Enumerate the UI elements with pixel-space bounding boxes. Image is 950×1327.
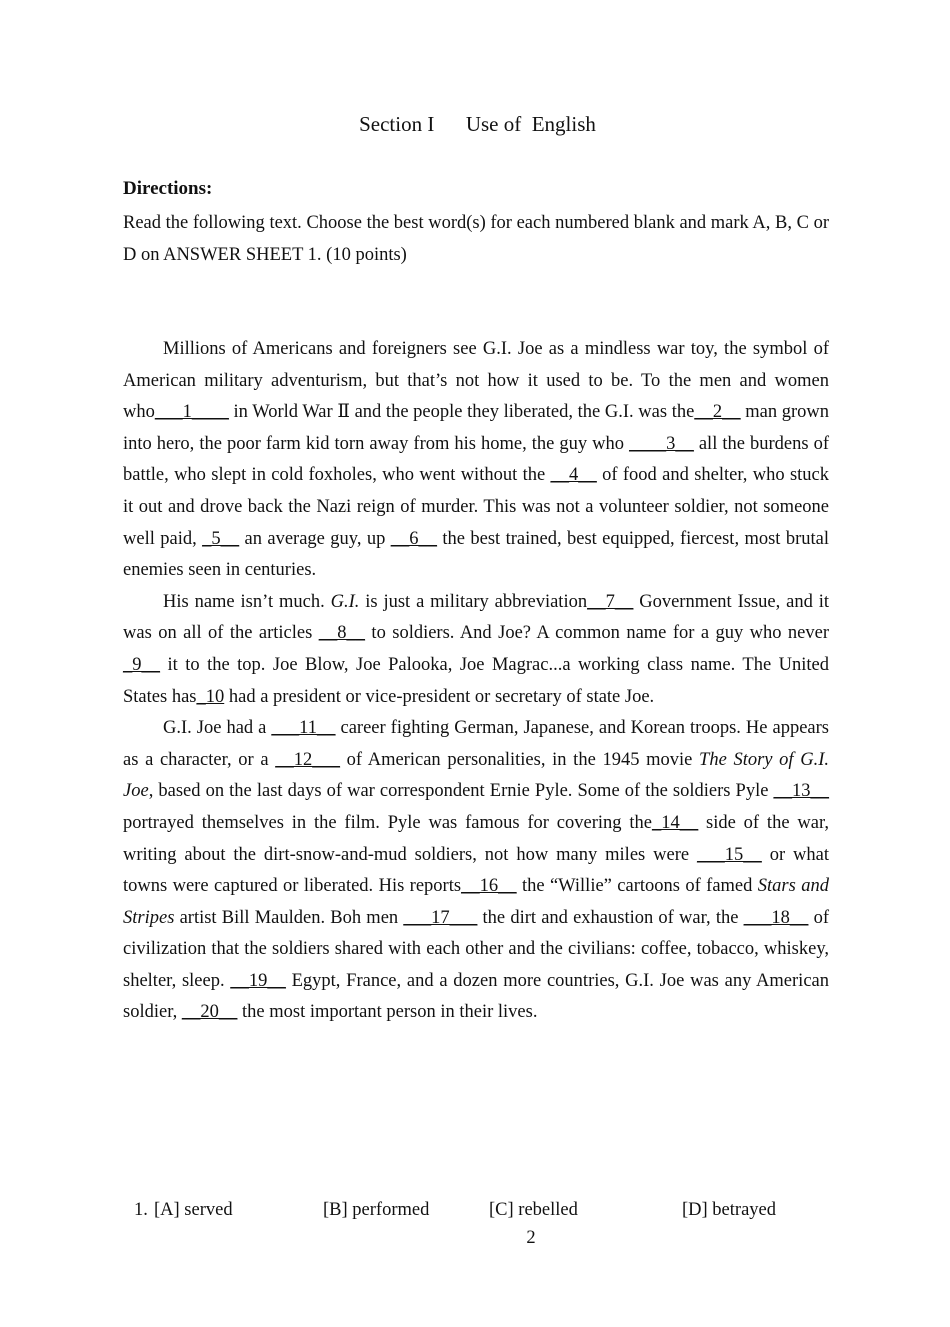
section-title: Section I Use of English	[359, 112, 596, 136]
passage-text: an average guy, up	[239, 528, 391, 549]
blank-2: __2__	[694, 402, 741, 423]
directions-text: Read the following text. Choose the best word(s) for each numbered blank and mark A, B, C or D on ANSWER SHEET 1. (10 points)	[123, 213, 829, 265]
passage-text: the best trained, best equipped, fiercest, most brutal enemies seen in centuries.	[123, 528, 829, 581]
directions-label: Directions:	[123, 178, 213, 199]
passage-text: side of the war, writing about the dirt-snow-and-mud soldiers, not how many miles were	[123, 812, 829, 865]
passage-text: in World War Ⅱ and the people they liberated, the G.I. was the	[228, 402, 695, 423]
passage-text: the most important person in their lives.	[237, 1002, 538, 1023]
cloze-passage	[123, 334, 829, 1029]
passage-text: of food and shelter, who stuck it out and drove back the Nazi reign of murder. This was not a volunteer soldier, not someone well paid,	[123, 465, 830, 549]
blank-9: _9__	[123, 654, 160, 675]
option-b[interactable]: [B] performed	[323, 1200, 430, 1220]
option-d[interactable]: [D] betrayed	[682, 1200, 776, 1220]
passage-text: Millions of Americans and foreigners see G.I. Joe as a mindless war toy, the symbol of American military adventurism, but that’s not how it used to be. To the men and women who	[123, 339, 829, 423]
passage-text: Government Issue, and it was on all of the articles	[123, 591, 829, 644]
passage-text: Egypt, France, and a dozen more countries, G.I. Joe was any American soldier,	[123, 970, 829, 1023]
blank-11: ___11__	[271, 718, 336, 739]
blank-14: _14__	[651, 812, 699, 833]
option-c[interactable]: [C] rebelled	[489, 1200, 578, 1220]
passage-text: all the burdens of battle, who slept in cold foxholes, who went without the	[123, 433, 829, 486]
passage-text: or what towns were captured or liberated. His reports	[123, 844, 830, 897]
passage-text: is just a military abbreviation	[359, 591, 588, 612]
passage-italic: The Story of G.I. Joe	[123, 749, 829, 802]
passage-text: to soldiers. And Joe? A common name for a guy who never	[365, 623, 829, 644]
blank-4: __4__	[550, 465, 597, 486]
passage-text: His name isn’t much.	[163, 591, 331, 612]
paragraph-1	[123, 334, 829, 587]
blank-15: ___15__	[697, 844, 762, 865]
passage-text: career fighting German, Japanese, and Korean troops. He appears as a character, or a	[123, 718, 829, 770]
passage-text: it to the top. Joe Blow, Joe Palooka, Joe Magrac...a working class name. The United States has	[123, 654, 829, 707]
blank-7: __7__	[587, 591, 634, 612]
blank-8: __8__	[318, 623, 365, 644]
blank-6: __6__	[390, 528, 437, 549]
option-a[interactable]: [A] served	[154, 1200, 233, 1220]
blank-1: ___1____	[154, 402, 229, 423]
passage-text: artist Bill Maulden. Boh men	[174, 907, 404, 928]
paragraph-2	[123, 587, 829, 713]
passage-text: of American personalities, in the 1945 movie	[340, 749, 700, 770]
passage-text: had a president or vice-president or secretary of state Joe.	[224, 686, 655, 707]
blank-12: __12___	[275, 749, 340, 770]
passage-text: G.I. Joe had a	[163, 718, 272, 739]
passage-text: portrayed themselves in the film. Pyle was famous for covering the	[123, 812, 652, 833]
blank-18: ___18__	[743, 907, 809, 928]
passage-text: the “Willie” cartoons of famed	[516, 876, 758, 897]
passage-text: of civilization that the soldiers shared with each other and the civilians: coffee, tobacco, whiskey, shelter, sleep.	[123, 907, 829, 991]
blank-19: __19__	[230, 970, 286, 991]
question-number: 1.	[134, 1200, 148, 1220]
blank-10: _10	[196, 686, 225, 707]
question-1-options	[134, 1200, 834, 1230]
passage-text: the dirt and exhaustion of war, the	[477, 907, 744, 928]
blank-17: ___17___	[403, 907, 478, 928]
paragraph-3	[123, 713, 829, 1029]
blank-20: __20__	[181, 1002, 238, 1023]
blank-5: _5__	[202, 528, 240, 549]
blank-16: __16__	[461, 876, 517, 897]
passage-italic: Stars and Stripes	[123, 876, 829, 928]
page-number: 2	[526, 1228, 536, 1248]
blank-3: ____3__	[629, 433, 694, 454]
passage-italic: G.I.	[330, 591, 360, 612]
passage-text: man grown into hero, the poor farm kid torn away from his home, the guy who	[123, 402, 829, 454]
passage-text: , based on the last days of war correspondent Ernie Pyle. Some of the soldiers Pyle	[148, 781, 774, 802]
blank-13: __13__	[773, 781, 829, 802]
